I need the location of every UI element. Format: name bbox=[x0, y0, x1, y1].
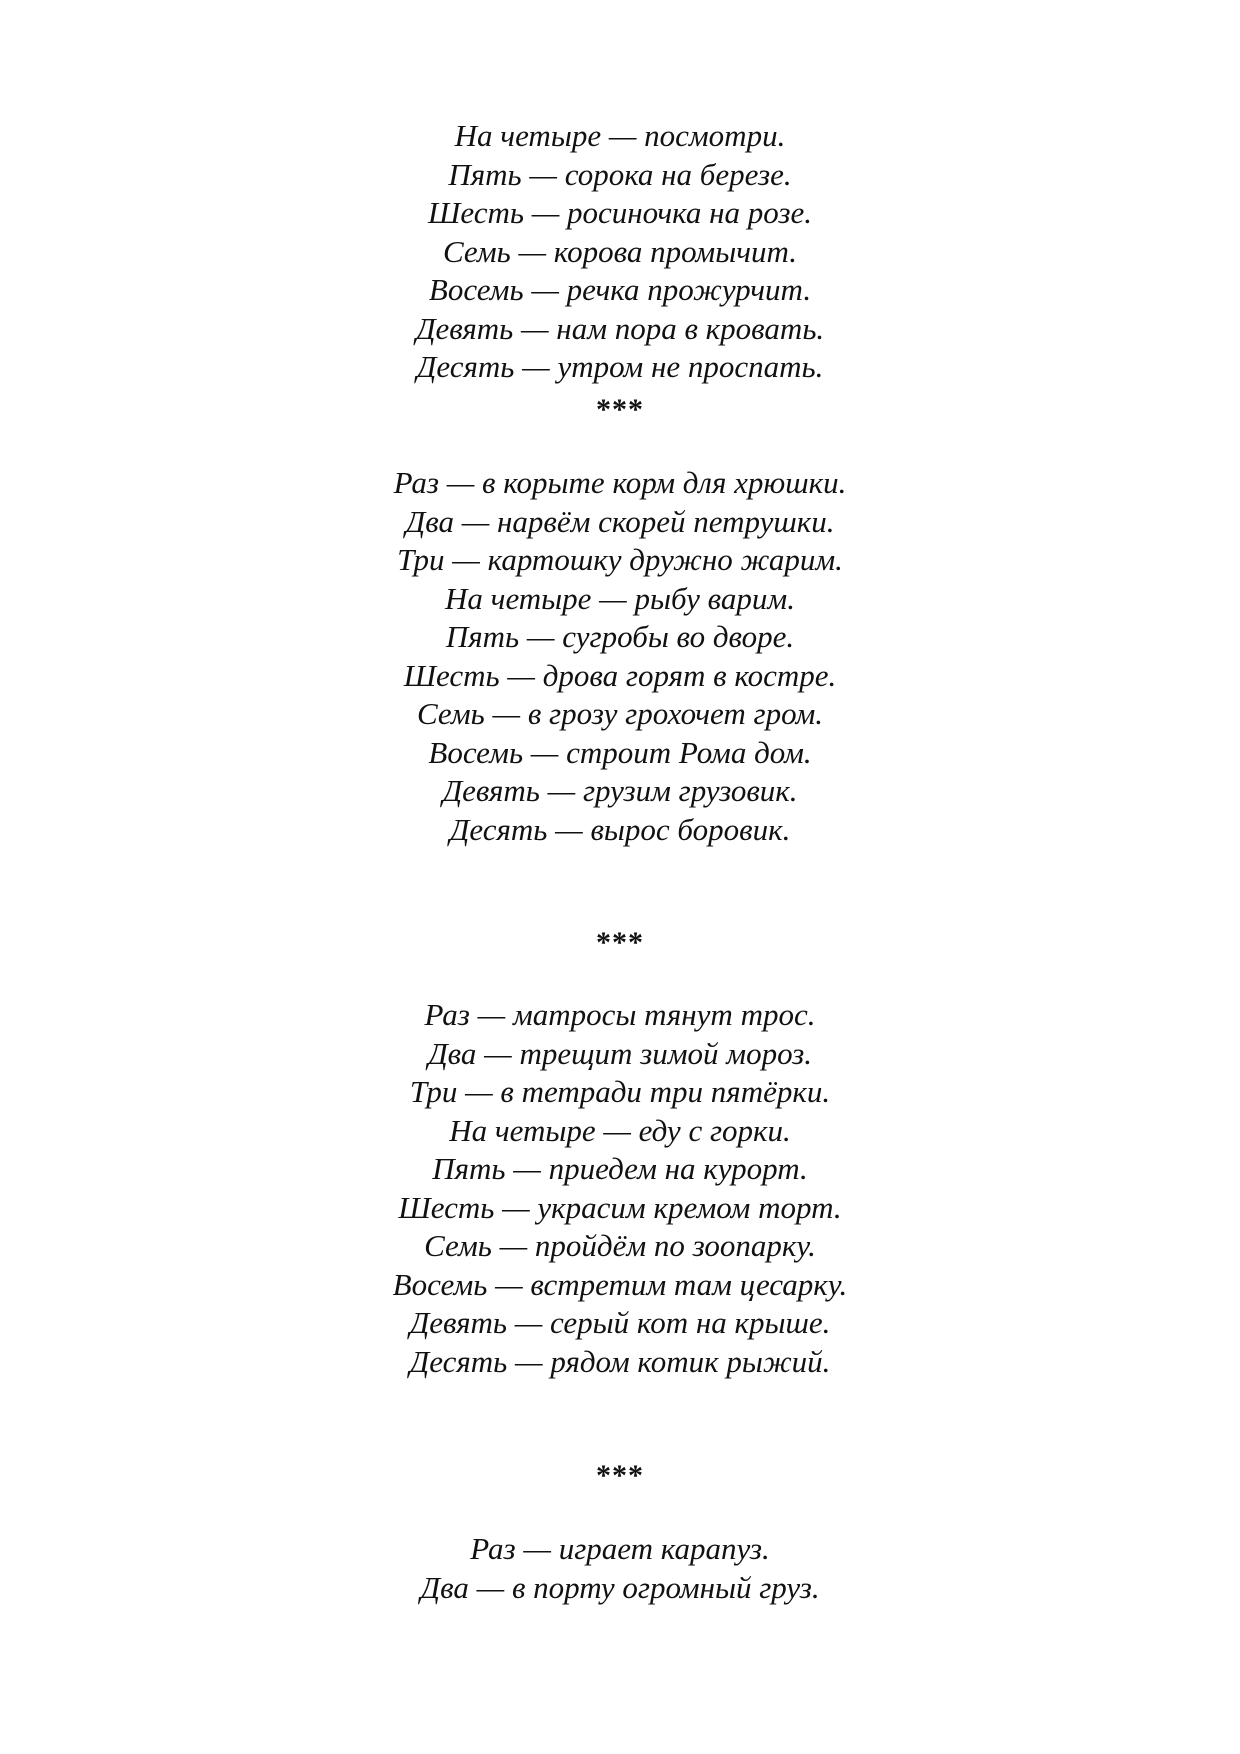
poem-line: Восемь — строит Рома дом. bbox=[428, 734, 812, 770]
poem-line: Девять — нам пора в кровать. bbox=[415, 310, 825, 346]
poem-line: Два — в порту огромный груз. bbox=[420, 1569, 820, 1605]
stanza-separator: *** bbox=[596, 1459, 644, 1492]
stanza-separator: *** bbox=[596, 926, 644, 959]
poem-line: Два — нарвём скорей петрушки. bbox=[405, 503, 835, 539]
poem-line: Три — картошку дружно жарим. bbox=[397, 542, 843, 577]
poem-line: Десять — утром не проспать. bbox=[416, 349, 824, 384]
poem-line: На четыре — посмотри. bbox=[454, 118, 786, 153]
poem-line: Шесть — дрова горят в костре. bbox=[403, 657, 837, 693]
poem-line: Два — трещит зимой мороз. bbox=[427, 1035, 813, 1071]
poem-line: На четыре — рыбу варим. bbox=[445, 580, 795, 616]
poem-line: Восемь — речка прожурчит. bbox=[428, 272, 812, 307]
poem-line: Девять — серый кот на крыше. bbox=[409, 1305, 831, 1340]
poem-line: Пять — приедем на курорт. bbox=[432, 1151, 808, 1186]
poem-line: Шесть — росиночка на розе. bbox=[428, 195, 812, 230]
poem-line: Девять — грузим грузовик. bbox=[442, 773, 798, 808]
poem-line: На четыре — еду с горки. bbox=[449, 1112, 791, 1148]
poem-line: Семь — пройдём по зоопарку. bbox=[424, 1228, 816, 1263]
poem-line: Восемь — встретим там цесарку. bbox=[392, 1266, 848, 1302]
poem-line: Раз — в корыте корм для хрюшки. bbox=[393, 465, 847, 500]
poem-line: Десять — вырос боровик. bbox=[449, 811, 791, 847]
stanza-4 bbox=[0, 1530, 1240, 1607]
poem-line: Семь — в грозу грохочет гром. bbox=[417, 696, 823, 731]
poem-line: Пять — сорока на березе. bbox=[448, 156, 792, 192]
poem-line: Десять — рядом котик рыжий. bbox=[409, 1343, 831, 1379]
poem-line: Семь — корова промычит. bbox=[442, 233, 798, 269]
stanza-1 bbox=[0, 117, 1240, 387]
poem-line: Раз — матросы тянут трос. bbox=[424, 997, 816, 1032]
stanza-3 bbox=[0, 996, 1240, 1381]
stanza-2 bbox=[0, 464, 1240, 849]
poem-line: Раз — играет карапуз. bbox=[470, 1531, 770, 1566]
stanza-separator: *** bbox=[596, 393, 644, 426]
poem-line: Шесть — украсим кремом торт. bbox=[398, 1189, 842, 1225]
poem-line: Пять — сугробы во дворе. bbox=[445, 619, 795, 654]
poem-line: Три — в тетради три пятёрки. bbox=[409, 1074, 831, 1109]
